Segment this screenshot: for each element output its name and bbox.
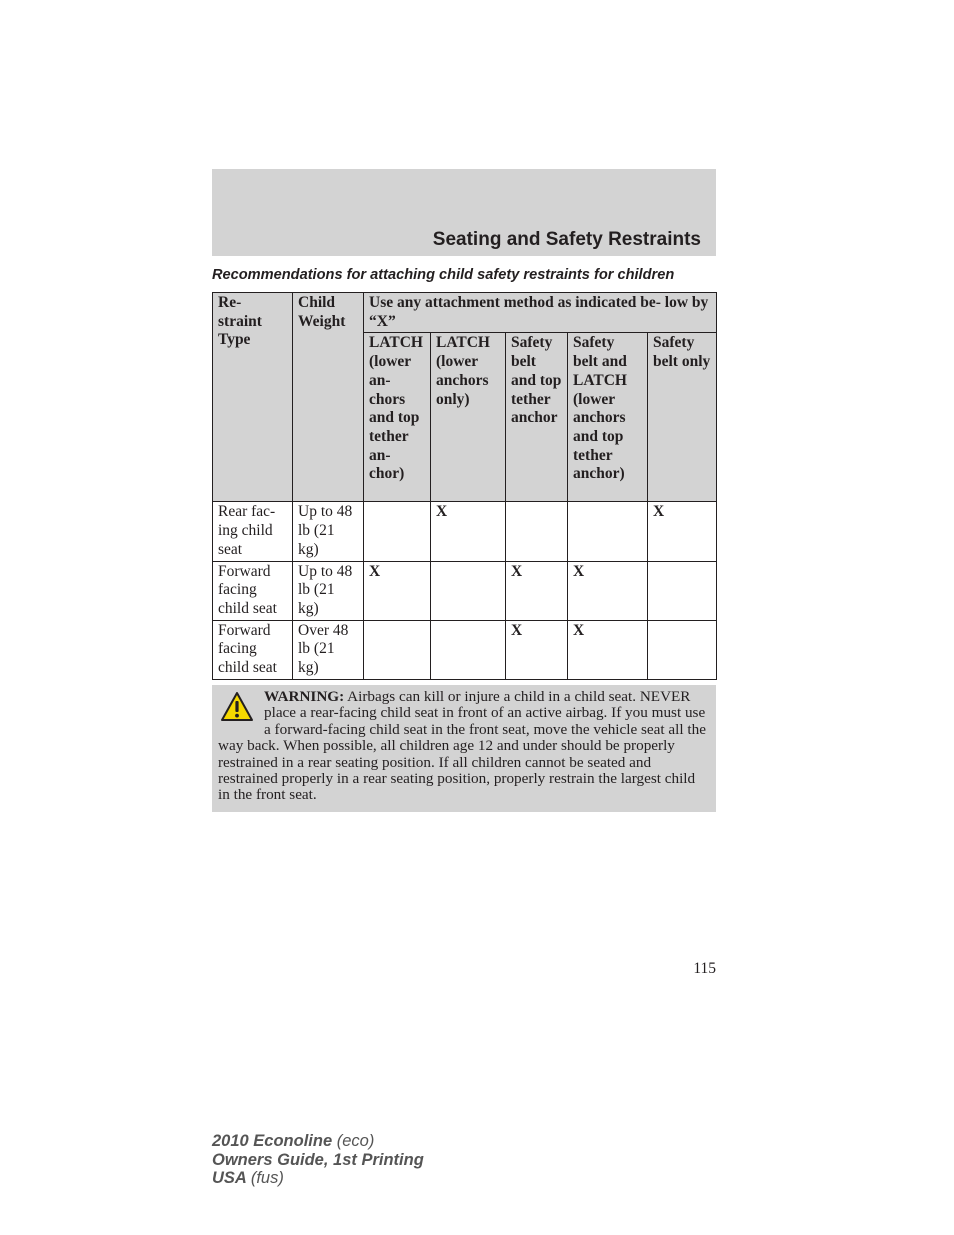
section-title: Seating and Safety Restraints — [432, 229, 701, 250]
mark-cell — [648, 561, 717, 620]
footer-line-3 — [212, 1169, 424, 1188]
header-method-belt-tether: Safety belt and top tether anchor — [506, 333, 568, 502]
mark-cell: X — [568, 620, 648, 679]
warning-box — [212, 685, 716, 812]
header-method-latch-tether: LATCH (lower an- chors and top tether an- chor) — [364, 333, 431, 502]
mark-cell — [364, 620, 431, 679]
mark-cell: X — [506, 561, 568, 620]
header-attachment-method: Use any attachment method as indicated be- low by “X” — [364, 293, 717, 333]
mark-cell — [431, 561, 506, 620]
footer-line-2: Owners Guide, 1st Printing — [212, 1150, 424, 1169]
page-number: 115 — [693, 960, 716, 977]
header-restraint-type: Re- straint Type — [213, 293, 293, 502]
table-row — [213, 620, 717, 679]
footer-model-code: (eco) — [336, 1132, 375, 1150]
restraint-type-cell: Forward facing child seat — [213, 620, 293, 679]
mark-cell — [568, 502, 648, 561]
header-method-latch-only: LATCH (lower anchors only) — [431, 333, 506, 502]
mark-cell — [431, 620, 506, 679]
footer-model: 2010 Econoline — [212, 1132, 333, 1150]
mark-cell — [364, 502, 431, 561]
child-weight-cell: Up to 48 lb (21 kg) — [293, 561, 364, 620]
page-subtitle: Recommendations for attaching child safety restraints for children — [212, 267, 675, 283]
restraint-type-cell: Forward facing child seat — [213, 561, 293, 620]
footer-region-code: (fus) — [250, 1169, 284, 1187]
mark-cell: X — [648, 502, 717, 561]
child-weight-cell: Over 48 lb (21 kg) — [293, 620, 364, 679]
header-method-belt-only: Safety belt only — [648, 333, 717, 502]
warning-triangle-icon — [220, 691, 254, 723]
mark-cell: X — [431, 502, 506, 561]
header-band — [212, 169, 716, 256]
header-child-weight: Child Weight — [293, 293, 364, 502]
footer — [212, 1132, 424, 1188]
warning-text: Airbags can kill or injure a child in a child seat. NEVER place a rear-facing child seat in front of an active airbag. If you must use a forward-facing child seat in the front seat, move the vehicle seat all the way back. When possible, all children age 12 and under should be properly restrained in a rear seating position. If all children cannot be seated and restrained properly in a rear seating position, properly restrain the largest child in the front seat. — [218, 688, 706, 804]
mark-cell: X — [506, 620, 568, 679]
footer-region: USA — [212, 1169, 247, 1187]
child-weight-cell: Up to 48 lb (21 kg) — [293, 502, 364, 561]
mark-cell: X — [364, 561, 431, 620]
warning-label: WARNING: — [264, 688, 345, 705]
table-row — [213, 561, 717, 620]
footer-line-1 — [212, 1132, 424, 1151]
child-restraint-table — [212, 292, 717, 680]
header-method-belt-latch: Safety belt and LATCH (lower anchors and top tether anchor) — [568, 333, 648, 502]
mark-cell — [506, 502, 568, 561]
table-row — [213, 502, 717, 561]
mark-cell — [648, 620, 717, 679]
mark-cell: X — [568, 561, 648, 620]
restraint-type-cell: Rear fac- ing child seat — [213, 502, 293, 561]
